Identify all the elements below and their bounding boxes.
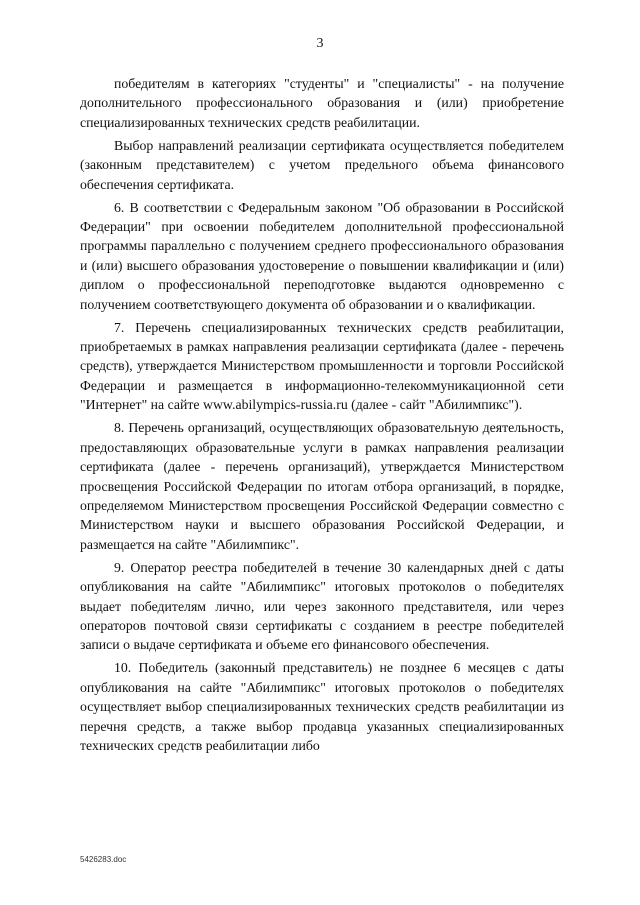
paragraph-item-10: 10. Победитель (законный представитель) не позднее 6 месяцев с даты опубликования на сайте "Абилимпикс" итоговых протоколов о победителях осуществляет выбор специализированных технических средств реабилитации из перечня средств, а также выбор продавца указанных специализированных технических средств реабилитации либо [80, 660, 564, 753]
paragraph-continuation: победителям в категориях "студенты" и "специалисты" - на получение дополнительного профессионального образования и (или) приобретение специализированных технических средств реабилитации. [80, 76, 564, 130]
page-number: 3 [316, 36, 324, 51]
paragraph-item-9: 9. Оператор реестра победителей в течение 30 календарных дней с даты опубликования на сайте "Абилимпикс" итоговых протоколов о победителях выдает победителям лично, или через законного представителя, или через операторов почтовой связи сертификаты с созданием в реестре победителей записи о выдаче сертификата и объеме его финансового обеспечения. [80, 559, 564, 653]
paragraph-direction-choice: Выбор направлений реализации сертификата осуществляется победителем (законным представителем) с учетом предельного объема финансового обеспечения сертификата. [80, 137, 564, 192]
document-body [80, 74, 564, 759]
paragraph-item-6: 6. В соответствии с Федеральным законом "Об образовании в Российской Федерации" при освоении победителем дополнительной профессиональной программы параллельно с получением среднего профессионального образования и (или) высшего образования удостоверение о повышении квалификации и (или) диплом о профессиональной переподготовке выдаются одновременно с получением соответствующего документа об образовании и о квалификации. [80, 199, 564, 312]
paragraph-item-8: 8. Перечень организаций, осуществляющих образовательную деятельность, предоставляющих образовательные услуги в рамках направления реализации сертификата (далее - перечень организаций), утверждается Министерством просвещения Российской Федерации по итогам отбора организаций, в порядке, определяемом Министерством просвещения Российской Федерации совместно с Министерством науки и высшего образования Российской Федерации, и размещается на сайте "Абилимпикс". [80, 420, 564, 552]
paragraph-item-7: 7. Перечень специализированных технических средств реабилитации, приобретаемых в рамках направления реализации сертификата (далее - перечень средств), утверждается Министерством промышленности и торговли Российской Федерации и размещается в информационно-телекоммуникационной сети "Интернет" на сайте www.abilympics-russia.ru (далее - сайт "Абилимпикс"). [80, 319, 564, 413]
document-file-code: 5426283.doc [80, 855, 127, 864]
